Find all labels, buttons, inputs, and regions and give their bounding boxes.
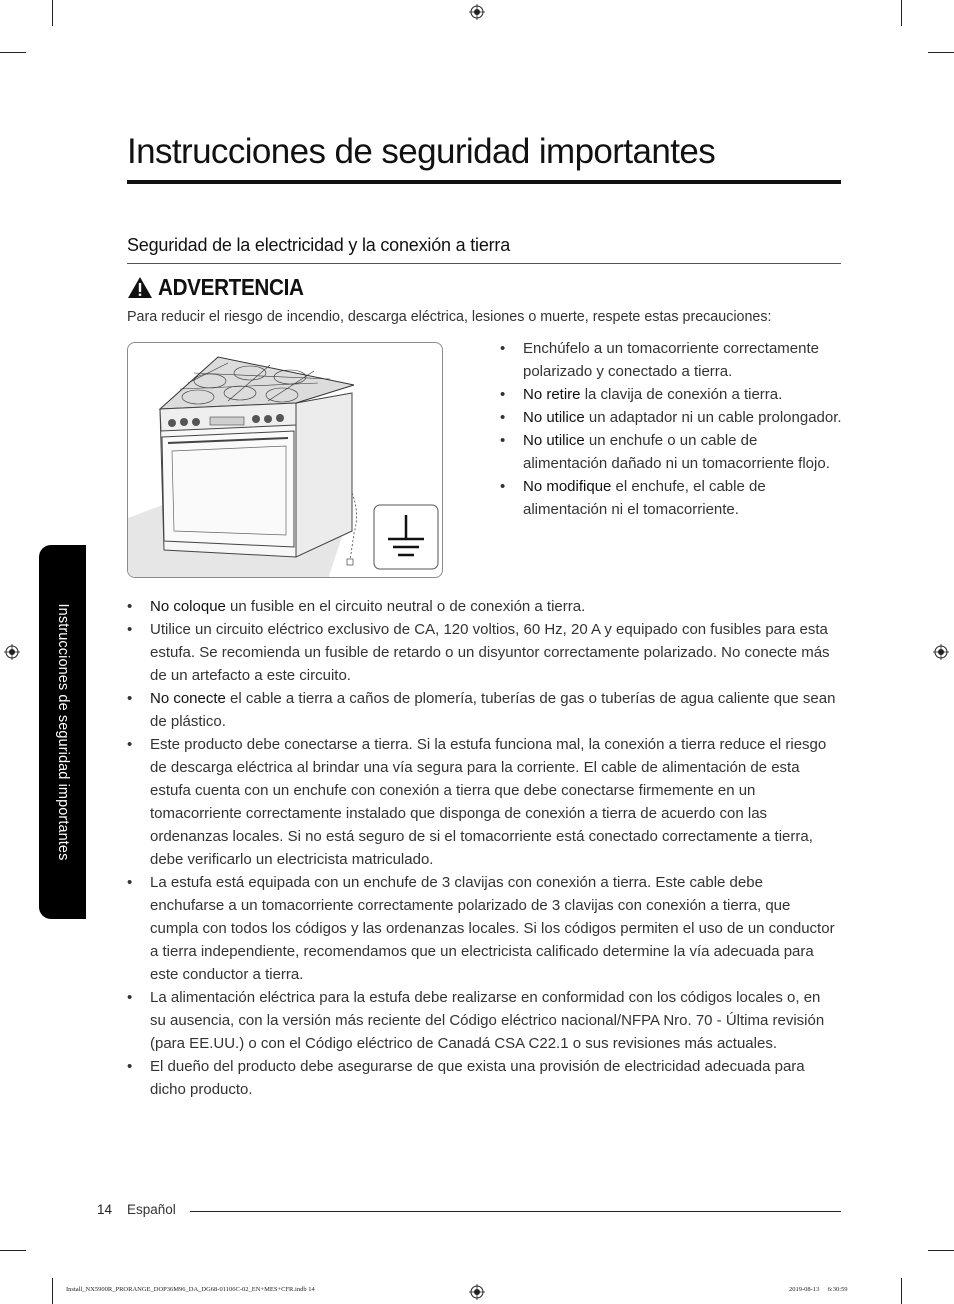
registration-mark-icon [469,1284,485,1300]
warning-heading [127,274,320,301]
range-illustration [127,342,443,578]
registration-mark-icon [4,644,20,660]
list-item: • No coloque un fusible en el circuito neutral o de conexión a tierra. [127,595,839,618]
warning-label: ADVERTENCIA [158,274,304,300]
crop-mark [928,1250,954,1251]
side-tab-label: Instrucciones de seguridad importantes [54,603,71,861]
footer-rule [190,1211,841,1212]
warning-triangle-icon [127,276,153,299]
list-item: • Utilice un circuito eléctrico exclusivo de CA, 120 voltios, 60 Hz, 20 A y equipado con fusibles para esta estufa. Se recomienda un fusible de retardo o un disyuntor correctamente polarizado. No conecte más de un artefacto a este circuito. [127,618,839,687]
list-item: • No retire la clavija de conexión a tierra. [500,383,845,406]
crop-mark [928,52,954,53]
warning-intro: Para reducir el riesgo de incendio, descarga eléctrica, lesiones o muerte, respete estas precauciones: [127,309,772,325]
section-rule [127,263,841,264]
list-item: • No conecte el cable a tierra a caños de plomería, tuberías de gas o tuberías de agua caliente que sean de plástico. [127,687,839,733]
print-slug-date: 2019-08-13 ￿ 6:30:59 [789,1286,848,1293]
section-title: Seguridad de la electricidad y la conexión a tierra [127,235,511,255]
registration-mark-icon [933,644,949,660]
list-item: • No utilice un enchufe o un cable de alimentación dañado ni un tomacorriente flojo. [500,429,845,475]
list-item: • Enchúfelo a un tomacorriente correctamente polarizado y conectado a tierra. [500,337,845,383]
registration-mark-icon [469,4,485,20]
crop-mark [52,1278,53,1304]
page-number: 14 [97,1202,113,1217]
crop-mark [901,1278,902,1304]
main-bullet-list [127,595,839,1101]
right-bullet-list [500,337,845,521]
list-item: • El dueño del producto debe asegurarse de que exista una provisión de electricidad adecuada para dicho producto. [127,1055,839,1101]
page-title: Instrucciones de seguridad importantes [127,132,716,171]
print-slug-file: Install_NX5900R_PRORANGE_DOP36M96_DA_DG68-01106C-02_EN+MES+CFR.indb 14 [66,1286,315,1293]
side-tab [39,545,86,919]
list-item: • No modifique el enchufe, el cable de alimentación ni el tomacorriente. [500,475,845,521]
footer-language: Español [127,1202,176,1217]
crop-mark [0,52,26,53]
crop-mark [52,0,53,26]
crop-mark [901,0,902,26]
list-item: • No utilice un adaptador ni un cable prolongador. [500,406,845,429]
list-item: • La estufa está equipada con un enchufe de 3 clavijas con conexión a tierra. Este cable debe enchufarse a un tomacorriente correctamente polarizado de 3 clavijas con conexión a tierra, que cumpla con todos los códigos y las ordenanzas locales. Si los códigos permiten el uso de un conductor a tierra independiente, recomendamos que un electricista calificado determine la vía adecuada para este conductor a tierra. [127,871,839,986]
gas-range-drawing [128,343,443,578]
list-item: • Este producto debe conectarse a tierra. Si la estufa funciona mal, la conexión a tierra reduce el riesgo de descarga eléctrica al brindar una vía segura para la corriente. El cable de alimentación de esta estufa cuenta con un enchufe con conexión a tierra que debe conectarse firmemente en un tomacorriente correctamente instalado que disponga de conexión a tierra de acuerdo con las ordenanzas locales. Si no está seguro de si el tomacorriente está conectado correctamente a tierra, debe verificarlo un electricista matriculado. [127,733,839,871]
list-item: • La alimentación eléctrica para la estufa debe realizarse en conformidad con los códigos locales o, en su ausencia, con la versión más reciente del Código eléctrico nacional/NFPA Nro. 70 - Última revisión (para EE.UU.) o con el Código eléctrico de Canadá CSA C22.1 o sus revisiones más actuales. [127,986,839,1055]
crop-mark [0,1250,26,1251]
title-rule [127,180,841,184]
